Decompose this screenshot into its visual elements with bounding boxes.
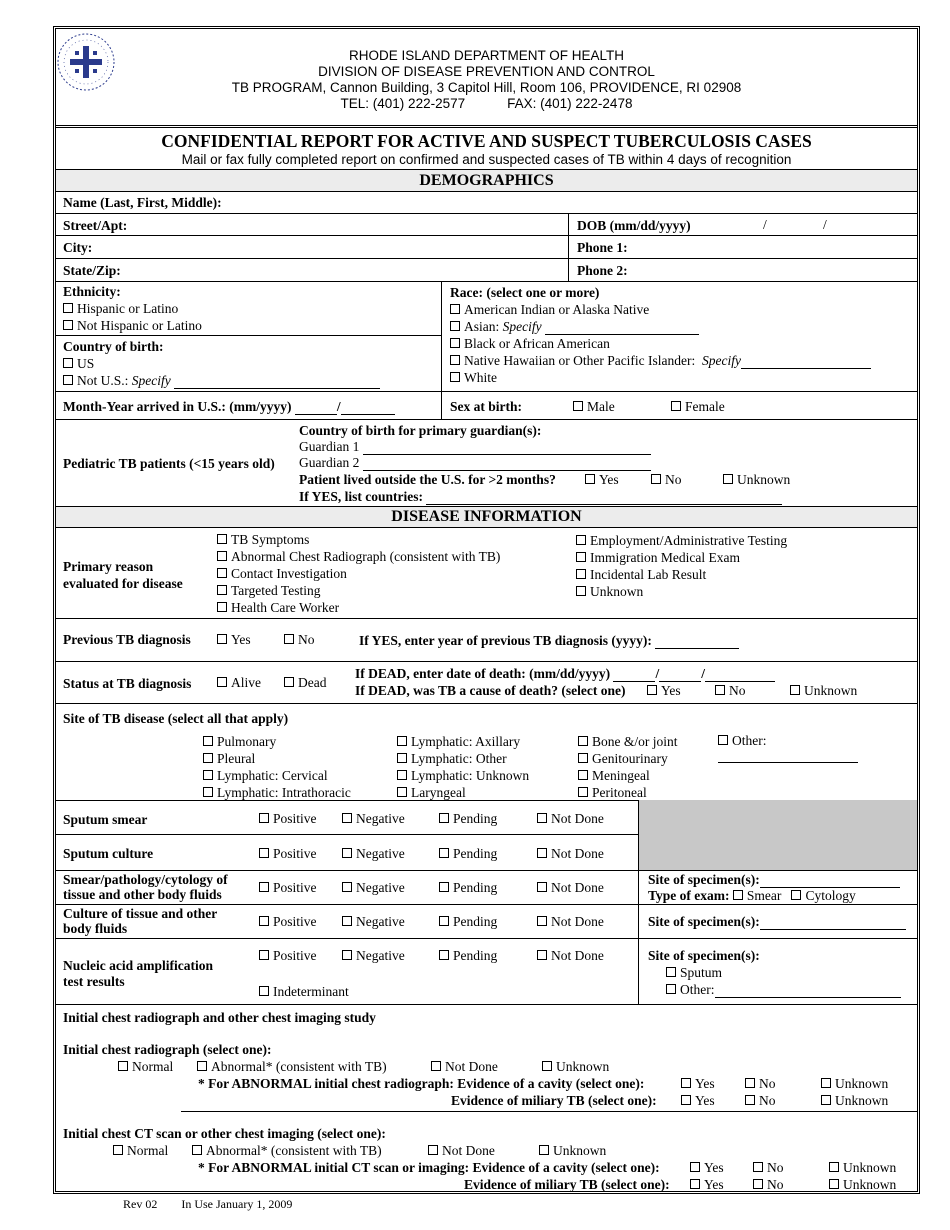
checkbox-icon[interactable] [576,586,586,596]
ct-abnormal[interactable]: Abnormal* (consistent with TB) [192,1143,382,1159]
guardian-country-label: Country of birth for primary guardian(s): [299,423,542,438]
checkbox-icon[interactable] [197,1061,207,1071]
ct-miliary-yes[interactable]: Yes [690,1177,724,1193]
reason-tb-symptoms[interactable]: TB Symptoms [217,531,500,548]
ct-label: Initial chest CT scan or other chest imaging (select one): [63,1126,386,1141]
site-other[interactable]: Other: [718,733,767,749]
site-genitourinary[interactable]: Genitourinary [578,750,678,767]
primary-reason-col1 [217,531,500,616]
naat-positive[interactable]: Positive [259,948,317,964]
checkbox-icon[interactable] [259,848,269,858]
culture-negative[interactable]: Negative [342,846,405,862]
checkbox-icon[interactable] [63,303,73,313]
previous-tb-no[interactable]: No [284,632,315,648]
checkbox-icon[interactable] [681,1095,691,1105]
cxr-label: Initial chest radiograph (select one): [63,1042,272,1057]
site-lymph-other[interactable]: Lymphatic: Other [397,750,529,767]
statezip-label: State/Zip: [63,263,121,278]
checkbox-icon[interactable] [284,677,294,687]
cxr-cavity-unknown[interactable]: Unknown [821,1076,888,1092]
checkbox-icon[interactable] [718,735,728,745]
lived-outside-label: Patient lived outside the U.S. for >2 months? [299,472,556,487]
checkbox-icon[interactable] [647,685,657,695]
cause-no[interactable]: No [715,683,746,699]
sputum-smear-label: Sputum smear [63,812,148,827]
header-fax: FAX: (401) 222-2478 [507,96,633,111]
checkbox-icon[interactable] [745,1095,755,1105]
footer [123,1197,292,1212]
lived-outside-no[interactable]: No [651,472,682,488]
cxr-miliary-unknown[interactable]: Unknown [821,1093,888,1109]
cxr-miliary-yes[interactable]: Yes [681,1093,715,1109]
path-not-done[interactable]: Not Done [537,880,604,896]
race-nhpi[interactable]: Native Hawaiian or Other Pacific Islander: Specify [450,353,871,369]
checkbox-icon[interactable] [578,770,588,780]
checkbox-icon[interactable] [259,813,269,823]
checkbox-icon[interactable] [537,813,547,823]
checkbox-icon[interactable] [63,320,73,330]
checkbox-icon[interactable] [537,950,547,960]
naat-sputum[interactable]: Sputum [666,965,722,981]
checkbox-icon[interactable] [690,1162,700,1172]
country-birth-us[interactable]: US [63,356,94,372]
culture-positive[interactable]: Positive [259,846,317,862]
site-lymph-intrathoracic[interactable]: Lymphatic: Intrathoracic [203,784,351,801]
ct-cavity-yes[interactable]: Yes [690,1160,724,1176]
checkbox-icon[interactable] [217,534,227,544]
checkbox-icon[interactable] [666,984,676,994]
smear-pathology-label: Smear/pathology/cytology of tissue and other body fluids [63,872,228,902]
lived-outside-yes[interactable]: Yes [585,472,619,488]
disease-heading: DISEASE INFORMATION [56,507,917,527]
checkbox-icon[interactable] [578,753,588,763]
checkbox-icon[interactable] [217,677,227,687]
list-countries[interactable]: If YES, list countries: [299,489,782,505]
checkbox-icon[interactable] [203,787,213,797]
header-line2: DIVISION OF DISEASE PREVENTION AND CONTROL [318,64,655,79]
race-white[interactable]: White [450,370,497,386]
phone1-label[interactable]: Phone 1: [577,240,628,255]
checkbox-icon[interactable] [821,1078,831,1088]
checkbox-icon[interactable] [428,1145,438,1155]
checkbox-icon[interactable] [573,401,583,411]
checkbox-icon[interactable] [681,1078,691,1088]
ct-miliary-unknown[interactable]: Unknown [829,1177,896,1193]
arrived-label[interactable]: Month-Year arrived in U.S.: (mm/yyyy) / [63,399,395,415]
checkbox-icon[interactable] [342,950,352,960]
checkbox-icon[interactable] [450,321,460,331]
checkbox-icon[interactable] [537,848,547,858]
phone2-label[interactable]: Phone 2: [577,263,628,278]
path-site-specimen[interactable]: Site of specimen(s): [648,872,900,888]
checkbox-icon[interactable] [690,1179,700,1189]
checkbox-icon[interactable] [431,1061,441,1071]
ct-cavity-label: * For ABNORMAL initial CT scan or imaging: Evidence of a cavity (select one): [198,1160,660,1175]
imaging-heading: Initial chest radiograph and other chest imaging study [63,1010,376,1025]
form-frame [53,26,920,1194]
cause-of-death-label: If DEAD, was TB a cause of death? (select one) [355,683,626,698]
checkbox-icon[interactable] [651,474,661,484]
sex-male[interactable]: Male [573,399,615,415]
site-laryngeal[interactable]: Laryngeal [397,784,529,801]
lived-outside-unknown[interactable]: Unknown [723,472,790,488]
country-specify-field[interactable] [174,388,380,389]
footer-in-use: In Use January 1, 2009 [181,1197,293,1211]
checkbox-icon[interactable] [342,882,352,892]
checkbox-icon[interactable] [791,890,801,900]
reason-employment[interactable]: Employment/Administrative Testing [576,532,787,549]
reason-incidental-lab[interactable]: Incidental Lab Result [576,566,787,583]
checkbox-icon[interactable] [217,602,227,612]
checkbox-icon[interactable] [217,634,227,644]
type-exam: Type of exam: Smear Cytology [648,888,856,903]
checkbox-icon[interactable] [821,1095,831,1105]
checkbox-icon[interactable] [576,569,586,579]
checkbox-icon[interactable] [439,916,449,926]
checkbox-icon[interactable] [450,338,460,348]
date-of-death[interactable]: If DEAD, enter date of death: (mm/dd/yyyy) / / [355,666,775,682]
country-birth-label: Country of birth: [63,339,164,354]
reason-immigration[interactable]: Immigration Medical Exam [576,549,787,566]
checkbox-icon[interactable] [397,753,407,763]
dob-slash-2: / [823,217,827,232]
checkbox-icon[interactable] [671,401,681,411]
header-block [56,48,917,112]
tissue-positive[interactable]: Positive [259,914,317,930]
name-label: Name (Last, First, Middle): [63,195,222,210]
naat-pending[interactable]: Pending [439,948,497,964]
site-lymph-axillary[interactable]: Lymphatic: Axillary [397,733,529,750]
ct-unknown[interactable]: Unknown [539,1143,606,1159]
site-bone-joint[interactable]: Bone &/or joint [578,733,678,750]
path-pending[interactable]: Pending [439,880,497,896]
smear-negative[interactable]: Negative [342,811,405,827]
checkbox-icon[interactable] [259,986,269,996]
cxr-cavity-yes[interactable]: Yes [681,1076,715,1092]
checkbox-icon[interactable] [259,916,269,926]
race-black[interactable]: Black or African American [450,336,610,352]
checkbox-icon[interactable] [217,568,227,578]
ct-not-done[interactable]: Not Done [428,1143,495,1159]
checkbox-icon[interactable] [439,882,449,892]
dob-label[interactable]: DOB (mm/dd/yyyy) [577,218,691,233]
checkbox-icon[interactable] [450,355,460,365]
reason-contact-investigation[interactable]: Contact Investigation [217,565,500,582]
reason-unknown[interactable]: Unknown [576,583,787,600]
sex-label: Sex at birth: [450,399,522,414]
ct-miliary-no[interactable]: No [753,1177,784,1193]
checkbox-icon[interactable] [397,736,407,746]
checkbox-icon[interactable] [342,848,352,858]
ct-cavity-unknown[interactable]: Unknown [829,1160,896,1176]
culture-tissue-label: Culture of tissue and other body fluids [63,906,218,936]
reason-abnormal-cxr[interactable]: Abnormal Chest Radiograph (consistent with TB) [217,548,500,565]
naat-not-done[interactable]: Not Done [537,948,604,964]
site-meningeal[interactable]: Meningeal [578,767,678,784]
reason-health-care-worker[interactable]: Health Care Worker [217,599,500,616]
form-subtitle: Mail or fax fully completed report on confirmed and suspected cases of TB within 4 days of recognition [181,152,792,167]
guardian-1[interactable]: Guardian 1 [299,439,651,455]
previous-tb-year[interactable]: If YES, enter year of previous TB diagnosis (yyyy): [359,633,739,649]
naat-indeterminant[interactable]: Indeterminant [259,984,349,1000]
checkbox-icon[interactable] [542,1061,552,1071]
checkbox-icon[interactable] [539,1145,549,1155]
primary-reason-col2 [576,532,787,600]
site-lymph-cervical[interactable]: Lymphatic: Cervical [203,767,351,784]
checkbox-icon[interactable] [118,1061,128,1071]
site-other-field[interactable] [718,747,858,763]
status-dead[interactable]: Dead [284,675,326,691]
previous-tb-yes[interactable]: Yes [217,632,251,648]
checkbox-icon[interactable] [745,1078,755,1088]
guardian-2[interactable]: Guardian 2 [299,455,651,471]
race-label: Race: (select one or more) [450,285,600,300]
checkbox-icon[interactable] [397,770,407,780]
primary-reason-label: Primary reason evaluated for disease [63,559,183,591]
reason-targeted-testing[interactable]: Targeted Testing [217,582,500,599]
checkbox-icon[interactable] [790,685,800,695]
status-label: Status at TB diagnosis [63,676,192,691]
checkbox-icon[interactable] [723,474,733,484]
checkbox-icon[interactable] [537,882,547,892]
checkbox-icon[interactable] [450,304,460,314]
checkbox-icon[interactable] [576,535,586,545]
checkbox-icon[interactable] [203,770,213,780]
culture-not-done[interactable]: Not Done [537,846,604,862]
cxr-abnormal[interactable]: Abnormal* (consistent with TB) [197,1059,387,1075]
checkbox-icon[interactable] [284,634,294,644]
smear-pending[interactable]: Pending [439,811,497,827]
previous-tb-label: Previous TB diagnosis [63,632,191,647]
form-title: CONFIDENTIAL REPORT FOR ACTIVE AND SUSPECT TUBERCULOSIS CASES [161,131,812,151]
checkbox-icon[interactable] [192,1145,202,1155]
checkbox-icon[interactable] [63,358,73,368]
naat-negative[interactable]: Negative [342,948,405,964]
status-alive[interactable]: Alive [217,675,261,691]
checkbox-icon[interactable] [342,813,352,823]
site-col3 [578,733,678,801]
checkbox-icon[interactable] [753,1162,763,1172]
checkbox-icon[interactable] [439,848,449,858]
checkbox-icon[interactable] [397,787,407,797]
checkbox-icon[interactable] [733,890,743,900]
asian-specify-field[interactable] [545,334,699,335]
smear-not-done[interactable]: Not Done [537,811,604,827]
cxr-normal[interactable]: Normal [118,1059,173,1075]
checkbox-icon[interactable] [666,967,676,977]
culture-pending[interactable]: Pending [439,846,497,862]
race-asian[interactable]: Asian: Specify [450,319,699,335]
checkbox-icon[interactable] [259,950,269,960]
checkbox-icon[interactable] [113,1145,123,1155]
ct-miliary-label: Evidence of miliary TB (select one): [464,1177,670,1192]
smear-positive[interactable]: Positive [259,811,317,827]
cxr-cavity-no[interactable]: No [745,1076,776,1092]
checkbox-icon[interactable] [63,375,73,385]
cxr-miliary-label: Evidence of miliary TB (select one): [451,1093,657,1108]
race-aian[interactable]: American Indian or Alaska Native [450,302,649,318]
checkbox-icon[interactable] [439,950,449,960]
tissue-site-specimen[interactable]: Site of specimen(s): [648,914,906,930]
site-label: Site of TB disease (select all that apply) [63,711,289,726]
naat-label: Nucleic acid amplification test results [63,958,213,989]
ct-cavity-no[interactable]: No [753,1160,784,1176]
nhpi-specify-field[interactable] [741,368,871,369]
checkbox-icon[interactable] [537,916,547,926]
header-line3: TB PROGRAM, Cannon Building, 3 Capitol Hill, Room 106, PROVIDENCE, RI 02908 [231,80,742,95]
ethnicity-hispanic[interactable]: Hispanic or Latino [63,301,178,317]
checkbox-icon[interactable] [585,474,595,484]
path-negative[interactable]: Negative [342,880,405,896]
site-pleural[interactable]: Pleural [203,750,351,767]
site-col2 [397,733,529,801]
checkbox-icon[interactable] [217,585,227,595]
tissue-not-done[interactable]: Not Done [537,914,604,930]
cxr-not-done[interactable]: Not Done [431,1059,498,1075]
tissue-negative[interactable]: Negative [342,914,405,930]
dob-slash-1: / [763,217,767,232]
ethnicity-not-hispanic[interactable]: Not Hispanic or Latino [63,318,202,334]
header-tel: TEL: (401) 222-2577 [340,96,466,111]
cause-unknown[interactable]: Unknown [790,683,857,699]
cause-yes[interactable]: Yes [647,683,681,699]
checkbox-icon[interactable] [342,916,352,926]
cxr-miliary-no[interactable]: No [745,1093,776,1109]
checkbox-icon[interactable] [829,1179,839,1189]
ct-normal[interactable]: Normal [113,1143,168,1159]
site-peritoneal[interactable]: Peritoneal [578,784,678,801]
checkbox-icon[interactable] [259,882,269,892]
checkbox-icon[interactable] [576,552,586,562]
tissue-pending[interactable]: Pending [439,914,497,930]
checkbox-icon[interactable] [450,372,460,382]
checkbox-icon[interactable] [578,736,588,746]
naat-other[interactable]: Other: [666,982,901,998]
shaded-block [638,800,917,870]
cxr-cavity-label: * For ABNORMAL initial chest radiograph: Evidence of a cavity (select one): [198,1076,645,1091]
site-pulmonary[interactable]: Pulmonary [203,733,351,750]
header-phones [56,96,917,112]
naat-site-specimen: Site of specimen(s): [648,948,760,963]
checkbox-icon[interactable] [217,551,227,561]
site-col1 [203,733,351,801]
demographics-heading: DEMOGRAPHICS [56,170,917,191]
cxr-unknown[interactable]: Unknown [542,1059,609,1075]
street-label: Street/Apt: [63,218,128,233]
checkbox-icon[interactable] [753,1179,763,1189]
checkbox-icon[interactable] [715,685,725,695]
site-lymph-unknown[interactable]: Lymphatic: Unknown [397,767,529,784]
path-positive[interactable]: Positive [259,880,317,896]
pediatric-label: Pediatric TB patients (<15 years old) [63,456,275,471]
checkbox-icon[interactable] [203,736,213,746]
checkbox-icon[interactable] [829,1162,839,1172]
sex-female[interactable]: Female [671,399,725,415]
header-line1: RHODE ISLAND DEPARTMENT OF HEALTH [348,48,625,63]
ethnicity-label: Ethnicity: [63,284,121,299]
country-birth-not-us[interactable]: Not U.S.: Specify [63,373,380,389]
checkbox-icon[interactable] [578,787,588,797]
city-label: City: [63,240,93,255]
footer-rev: Rev 02 [123,1197,158,1211]
sputum-culture-label: Sputum culture [63,846,154,861]
checkbox-icon[interactable] [203,753,213,763]
checkbox-icon[interactable] [439,813,449,823]
